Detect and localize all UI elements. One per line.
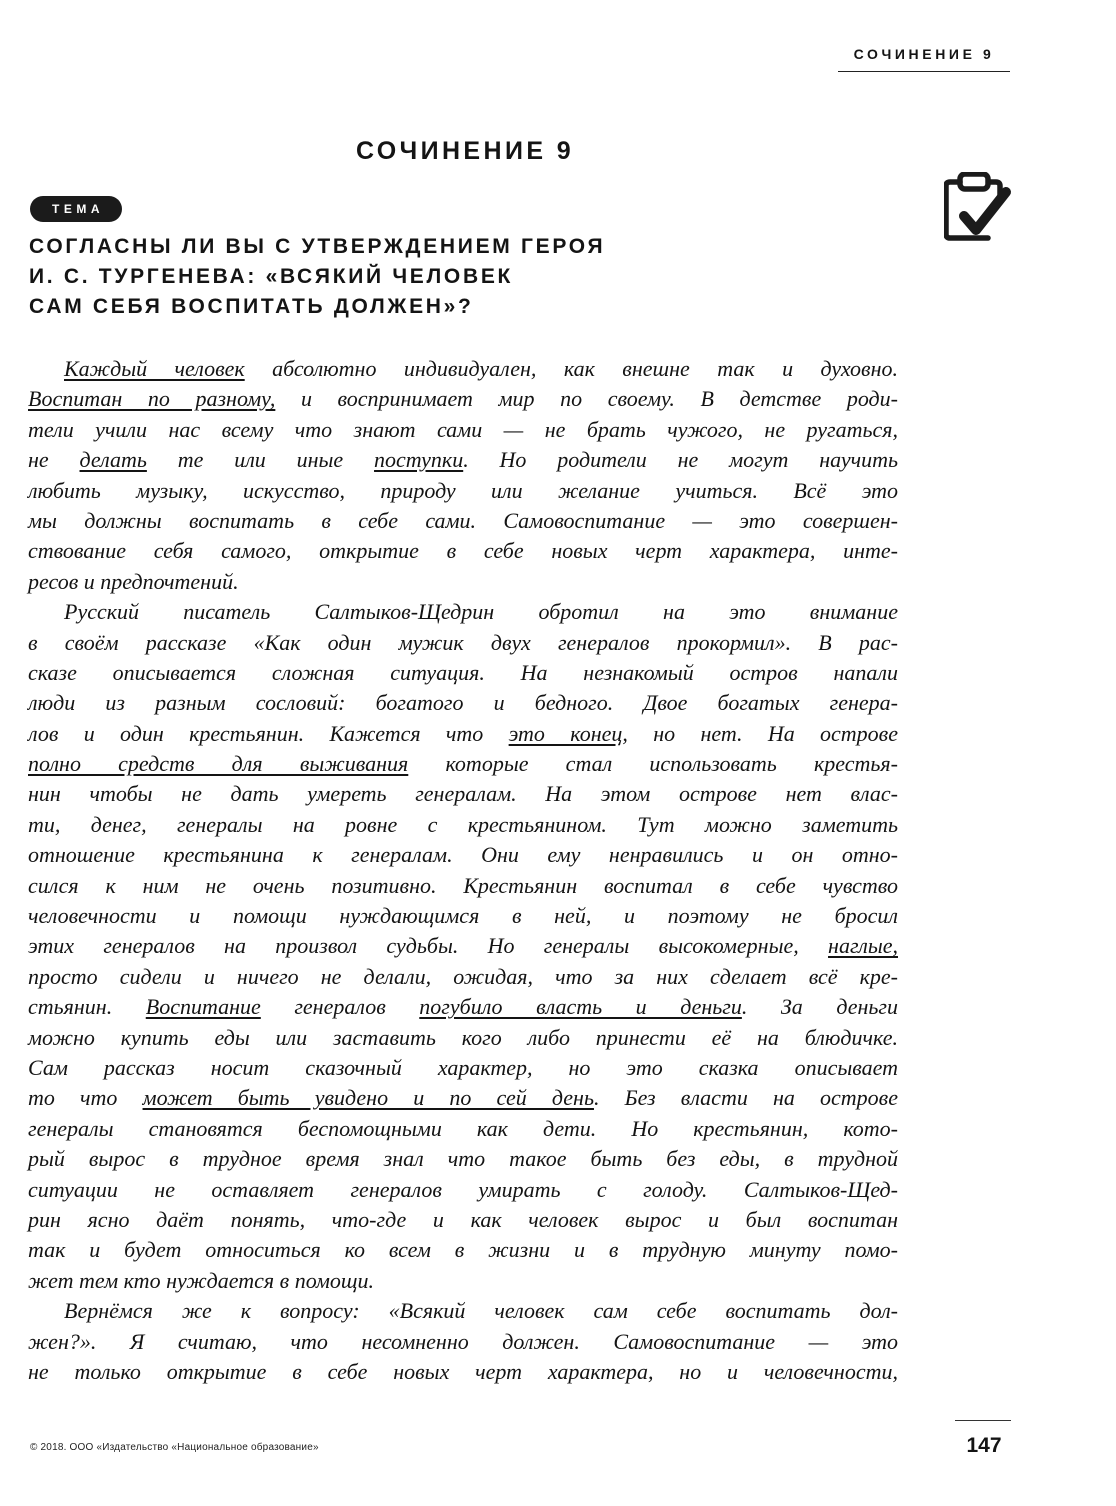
essay-line [28, 1114, 898, 1144]
text-segment: человечности и помощи нуждающимся в ней, и поэтому не бросил [28, 903, 898, 929]
text-segment: этих генералов на произвол судьбы. Но генералы высокомерные, [28, 933, 829, 959]
essay-line [28, 658, 898, 688]
essay-line [28, 901, 898, 931]
copyright-notice: © 2018. ООО «Издательство «Национальное образование» [30, 1442, 319, 1453]
essay-line [28, 415, 898, 445]
essay-line [28, 810, 898, 840]
essay-line [28, 506, 898, 536]
essay-line [28, 445, 898, 475]
underlined-phrase: делать [79, 447, 147, 473]
text-segment: не [28, 447, 80, 473]
text-segment: генералы становятся беспомощными как дети. Но крестьянин, кото- [28, 1115, 898, 1141]
text-segment: люди из разным сословий: богатого и бедного. Двое богатых генера- [28, 690, 898, 716]
underlined-phrase: погубило власть и деньги [419, 994, 742, 1020]
essay-line [28, 1144, 898, 1174]
essay-line [28, 354, 898, 384]
text-segment: в своём рассказе «Как один мужик двух генералов прокормил». В рас- [28, 629, 898, 655]
text-segment: не только открытие в себе новых черт характера, но и человечности, [28, 1358, 898, 1384]
theme-badge: ТЕМА [30, 196, 122, 222]
text-segment: . Но родители не могут научить [463, 447, 898, 473]
text-segment: сился к ним не очень позитивно. Крестьянин воспитал в себе чувство [28, 872, 898, 898]
text-segment: Вернёмся же к вопросу: «Всякий человек сам себе воспитать дол- [64, 1298, 898, 1324]
topic-line: И. С. ТУРГЕНЕВА: «ВСЯКИЙ ЧЕЛОВЕК [29, 265, 514, 288]
text-segment: то что [28, 1085, 143, 1111]
text-segment: рый вырос в трудное время знал что такое быть без еды, в трудной [28, 1146, 898, 1172]
essay-line [28, 779, 898, 809]
text-segment: лов и один крестьянин. Кажется что [28, 720, 509, 746]
page-title: СОЧИНЕНИЕ 9 [355, 137, 575, 165]
text-segment: Сам рассказ носит сказочный характер, но это сказка описывает [28, 1054, 898, 1080]
essay-line [28, 1205, 898, 1235]
essay-line [28, 688, 898, 718]
text-segment: ситуации не оставляет генералов умирать с голоду. Салтыков-Щед- [28, 1176, 898, 1202]
essay-topic [29, 232, 789, 322]
essay-line [28, 749, 898, 779]
underlined-phrase: полно средств для выживания [28, 751, 409, 777]
running-head: СОЧИНЕНИЕ 9 [838, 46, 1010, 72]
essay-line [28, 1023, 898, 1053]
text-segment: тели учили нас всему что знают сами — не брать чужого, не ругаться, [28, 416, 898, 442]
text-segment: можно купить еды или заставить кого либо принести её на блюдичке. [28, 1024, 898, 1050]
text-segment: те или иные [146, 447, 375, 473]
text-segment: так и будет относиться ко всем в жизни и в трудную минуту помо- [28, 1237, 898, 1263]
essay-line [28, 476, 898, 506]
essay-line [28, 992, 898, 1022]
text-segment: мы должны воспитать в себе сами. Самовоспитание — это совершен- [28, 507, 898, 533]
essay-line [28, 840, 898, 870]
essay-line [28, 931, 898, 961]
essay-line [28, 1327, 898, 1357]
text-segment: Русский писатель Салтыков-Щедрин обротил на это внимание [64, 599, 898, 625]
essay-line [28, 1296, 898, 1326]
underlined-phrase: может быть увидено и по сей день [142, 1085, 594, 1111]
footer-divider [955, 1420, 1011, 1421]
text-segment: ти, денег, генералы на ровне с крестьянином. Тут можно заметить [28, 811, 898, 837]
text-segment: рин ясно даёт понять, что-где и как человек вырос и был воспитан [28, 1206, 898, 1232]
text-segment: которые стал использовать крестья- [408, 751, 898, 777]
essay-line [28, 567, 898, 597]
text-segment: сказе описывается сложная ситуация. На незнакомый остров напали [28, 659, 898, 685]
essay-line [28, 719, 898, 749]
essay-body [28, 354, 898, 1387]
text-segment: отношение крестьянина к генералам. Они ему ненравились и он отно- [28, 842, 898, 868]
clipboard-check-icon [944, 172, 1014, 244]
essay-line [28, 384, 898, 414]
text-segment: жен?». Я считаю, что несомненно должен. Самовоспитание — это [28, 1328, 898, 1354]
text-segment: нин чтобы не дать умереть генералам. На этом острове нет влас- [28, 781, 898, 807]
text-segment: стьянин. [28, 994, 146, 1020]
underlined-phrase: Воспитан по разному, [28, 386, 276, 412]
text-segment: ствование себя самого, открытие в себе новых черт характера, инте- [28, 538, 898, 564]
essay-line [28, 1357, 898, 1387]
text-segment: просто сидели и ничего не делали, ожидая, что за них сделает всё кре- [28, 963, 898, 989]
topic-line: САМ СЕБЯ ВОСПИТАТЬ ДОЛЖЕН»? [29, 295, 474, 318]
text-segment: и воспринимает мир по своему. В детстве роди- [275, 386, 898, 412]
text-segment: . Без власти на острове [593, 1085, 898, 1111]
text-segment: жет тем кто нуждается в помощи. [28, 1267, 375, 1293]
essay-line [28, 1175, 898, 1205]
essay-line [28, 536, 898, 566]
essay-line [28, 628, 898, 658]
text-segment: любить музыку, искусство, природу или желание учиться. Всё это [28, 477, 898, 503]
essay-line [28, 1083, 898, 1113]
underlined-phrase: это конец [508, 720, 623, 746]
underlined-phrase: Каждый человек [64, 356, 245, 381]
essay-line [28, 1053, 898, 1083]
text-segment: , но нет. На острове [622, 720, 898, 746]
essay-line [28, 871, 898, 901]
topic-line: СОГЛАСНЫ ЛИ ВЫ С УТВЕРЖДЕНИЕМ ГЕРОЯ [29, 235, 606, 258]
text-segment: ресов и предпочтений. [28, 568, 239, 594]
page-number: 147 [966, 1434, 1002, 1457]
underlined-phrase: поступки [374, 447, 464, 473]
essay-line [28, 1266, 898, 1296]
essay-line [28, 1235, 898, 1265]
underlined-phrase: Воспитание [145, 994, 261, 1020]
text-segment: абсолютно индивидуален, как внешне так и духовно. [244, 356, 898, 381]
text-segment: генералов [260, 994, 420, 1020]
text-segment: . За деньги [741, 994, 898, 1020]
underlined-phrase: наглые, [828, 933, 898, 959]
essay-line [28, 962, 898, 992]
essay-line [28, 597, 898, 627]
